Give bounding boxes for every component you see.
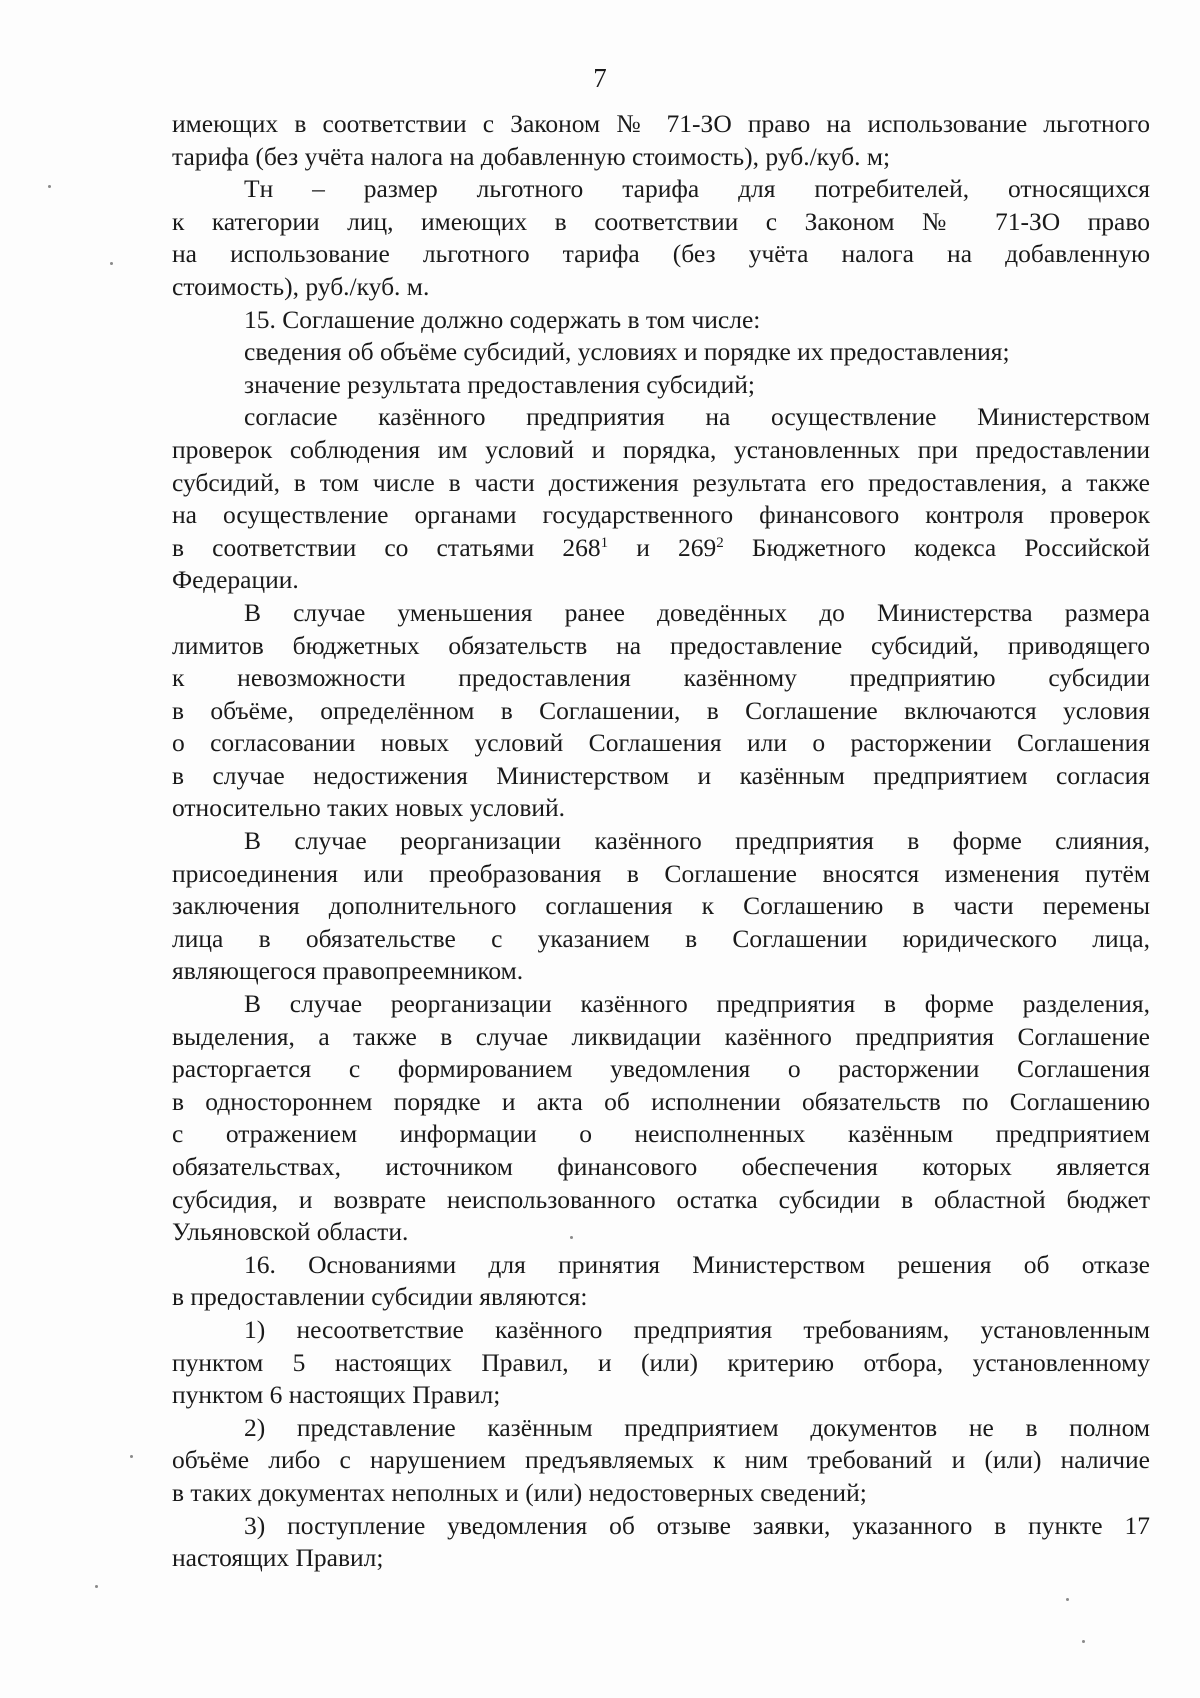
text-line: 2) представление казённым предприятием документов не в полном (244, 1412, 1150, 1442)
document-body (172, 108, 1150, 1575)
text-line: 16. Основаниями для принятия Министерством решения об отказе (244, 1249, 1150, 1279)
text-line: Ульяновской области. (172, 1217, 409, 1247)
scan-speck (1066, 1598, 1069, 1601)
text-line: стоимость), руб./куб. м. (172, 271, 430, 301)
text-line: в таких документах неполных и (или) недостоверных сведений; (172, 1477, 867, 1507)
text-line: в одностороннем порядке и акта об исполнении обязательств по Соглашению (172, 1086, 1150, 1116)
text-line: на осуществление органами государственного финансового контроля проверок (172, 500, 1150, 530)
scan-speck (48, 185, 51, 188)
text-line: обязательствах, источником финансового обеспечения которых является (172, 1152, 1150, 1181)
text-line: являющегося правопреемником. (172, 956, 524, 986)
scan-speck (95, 1585, 98, 1588)
text-line: на использование льготного тарифа (без учёта налога на добавленную (172, 239, 1150, 269)
scan-speck (570, 1236, 573, 1239)
text-line: В случае реорганизации казённого предприятия в форме разделения, (244, 989, 1150, 1019)
text-line: в предоставлении субсидии являются: (172, 1282, 588, 1312)
text-line: к категории лиц, имеющих в соответствии с Законом № 71-ЗО право (172, 206, 1150, 236)
text-line: относительно таких новых условий. (172, 793, 566, 823)
text-line: Тн – размер льготного тарифа для потребителей, относящихся (244, 174, 1150, 204)
text-line: проверок соблюдения им условий и порядка, установленных при предоставлении (172, 434, 1150, 464)
scan-speck (110, 262, 113, 265)
text-line: о согласовании новых условий Соглашения или о расторжении Соглашения (172, 728, 1150, 758)
text-line: 15. Соглашение должно содержать в том числе: (244, 304, 761, 334)
text-line: в случае недостижения Министерством и казённым предприятием согласия (172, 760, 1150, 790)
text-line: присоединения или преобразования в Соглашение вносятся изменения путём (172, 858, 1150, 888)
text-line: Федерации. (172, 565, 299, 595)
text-segment: и 269 (608, 532, 717, 562)
text-segment: Бюджетного кодекса Российской (723, 532, 1150, 562)
text-line: пунктом 6 настоящих Правил; (172, 1380, 501, 1410)
text-line: лимитов бюджетных обязательств на предоставление субсидий, приводящего (172, 630, 1150, 660)
text-line: расторгается с формированием уведомления о расторжении Соглашения (172, 1054, 1150, 1084)
text-line: В случае реорганизации казённого предприятия в форме слияния, (244, 826, 1150, 856)
scan-speck (130, 1455, 133, 1458)
superscript: 2 (716, 534, 724, 551)
text-line: сведения об объёме субсидий, условиях и порядке их предоставления; (244, 337, 1010, 367)
text-line: заключения дополнительного соглашения к Соглашению в части перемены (172, 891, 1150, 921)
text-line: 3) поступление уведомления об отзыве заявки, указанного в пункте 17 (244, 1510, 1150, 1540)
text-line: значение результата предоставления субсидий; (244, 369, 755, 399)
superscript: 1 (600, 534, 609, 551)
page-number: 7 (593, 63, 607, 93)
text-line: тарифа (без учёта налога на добавленную стоимость), руб./куб. м; (172, 141, 891, 171)
text-line: субсидий, в том числе в части достижения результата его предоставления, а также (172, 467, 1150, 497)
text-line: субсидия, и возврате неиспользованного остатка субсидии в областной бюджет (172, 1184, 1150, 1214)
text-line: с отражением информации о неисполненных казённым предприятием (172, 1119, 1150, 1149)
text-line: объёме либо с нарушением предъявляемых к ним требований и (или) наличие (172, 1445, 1150, 1475)
text-segment: в соответствии со статьями 268 (172, 532, 601, 562)
text-line: в объёме, определённом в Соглашении, в Соглашение включаются условия (172, 695, 1150, 725)
text-line: настоящих Правил; (172, 1543, 384, 1573)
text-line-with-superscripts (172, 532, 1150, 565)
text-line: В случае уменьшения ранее доведённых до Министерства размера (244, 597, 1150, 627)
text-line: к невозможности предоставления казённому предприятию субсидии (172, 663, 1150, 693)
scan-speck (1082, 1640, 1085, 1643)
text-line: лица в обязательстве с указанием в Соглашении юридического лица, (172, 923, 1150, 953)
text-line: 1) несоответствие казённого предприятия требованиям, установленным (244, 1314, 1150, 1344)
text-line: согласие казённого предприятия на осуществление Министерством (244, 402, 1150, 432)
text-line: имеющих в соответствии с Законом № 71-ЗО право на использование льготного (172, 109, 1150, 138)
text-line: пунктом 5 настоящих Правил, и (или) критерию отбора, установленному (172, 1347, 1150, 1377)
text-line: выделения, а также в случае ликвидации казённого предприятия Соглашение (172, 1021, 1150, 1051)
